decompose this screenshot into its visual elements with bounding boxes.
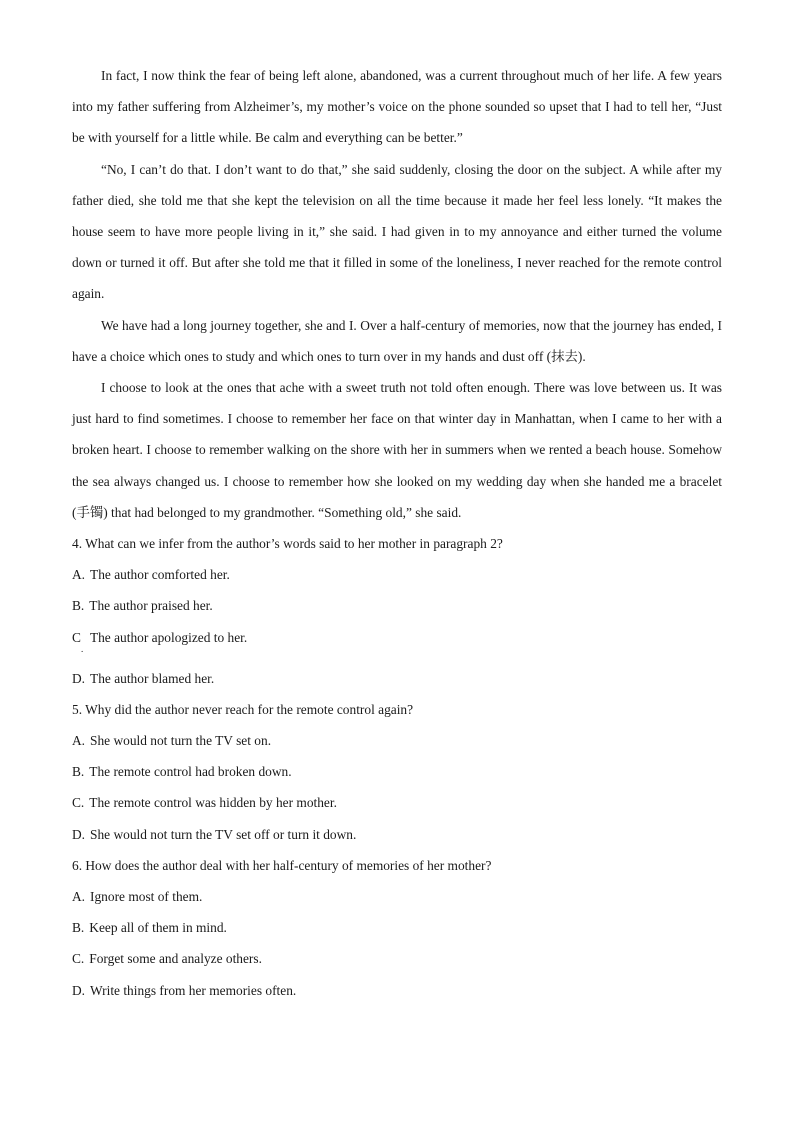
option-text: Write things from her memories often. [90,982,297,998]
option-letter: D. [72,826,86,842]
question-5-stem: 5. Why did the author never reach for the remote control again? [72,701,414,717]
document-page [72,60,722,1006]
stray-mark: . [81,643,84,654]
option-text: The remote control had broken down. [89,764,292,780]
option-letter: B. [72,920,85,936]
option-text: Ignore most of them. [90,889,203,905]
question-5 [72,694,722,850]
option-letter: B. [72,598,85,614]
option-letter: A. [72,567,86,583]
passage-paragraph-1: In fact, I now think the fear of being left alone, abandoned, was a current throughout much of her life. A few years into my father suffering from Alzheimer’s, my mother’s voice on the phone sounded so upset that I had to tell her, “Just be with yourself for a little while. Be calm and everything can be better.” [72,68,722,146]
option-text: She would not turn the TV set off or turn it down. [90,826,357,842]
question-6 [72,850,722,1006]
passage-paragraph-3: We have had a long journey together, she and I. Over a half-century of memories, now that the journey has ended, I have a choice which ones to study and which ones to turn over in my hands and dust off (抹去). [72,317,722,364]
question-5-option-c [72,787,722,818]
question-4-option-b [72,590,722,621]
question-4-option-a [72,559,722,590]
question-4-option-c [72,622,722,663]
option-text: She would not turn the TV set on. [90,733,272,749]
option-letter: A. [72,733,86,749]
question-6-option-a [72,881,722,912]
option-letter: B. [72,764,85,780]
option-text: The remote control was hidden by her mother. [89,795,337,811]
option-text: The author comforted her. [90,567,230,583]
question-4 [72,528,722,694]
option-letter: C. [72,951,85,967]
option-text: Keep all of them in mind. [89,920,227,936]
option-letter: D. [72,982,86,998]
question-6-stem: 6. How does the author deal with her half-century of memories of her mother? [72,857,492,873]
option-letter: D. [72,670,86,686]
question-6-option-c [72,943,722,974]
option-letter: C. [72,795,85,811]
passage-paragraph-4: I choose to look at the ones that ache with a sweet truth not told often enough. There was love between us. It was just hard to find sometimes. I choose to remember her face on that winter day in Manhattan, when I came to her with a broken heart. I choose to remember walking on the shore with her in summers when we rented a beach house. Somehow the sea always changed us. I choose to remember how she looked on my wedding day when she handed me a bracelet (手镯) that had belonged to my grandmother. “Something old,” she said. [72,380,722,520]
question-6-option-b [72,912,722,943]
option-text: The author praised her. [89,598,213,614]
option-letter: C [72,629,81,645]
question-5-option-b [72,756,722,787]
option-text: The author blamed her. [90,670,215,686]
question-4-option-d [72,663,722,694]
option-text: The author apologized to her. [89,629,248,645]
question-5-option-a [72,725,722,756]
question-4-stem: 4. What can we infer from the author’s words said to her mother in paragraph 2? [72,536,503,552]
option-letter: A. [72,889,86,905]
passage-paragraph-2: “No, I can’t do that. I don’t want to do that,” she said suddenly, closing the door on the subject. A while after my father died, she told me that she kept the television on all the time because it made her feel less lonely. “It makes the house seem to have more people living in it,” she said. I had given in to my annoyance and either turned the volume down or turned it off. But after she told me that it filled in some of the loneliness, I never reached for the remote control again. [72,161,722,302]
question-5-option-d [72,819,722,850]
question-6-option-d [72,975,722,1006]
option-text: Forget some and analyze others. [89,951,262,967]
